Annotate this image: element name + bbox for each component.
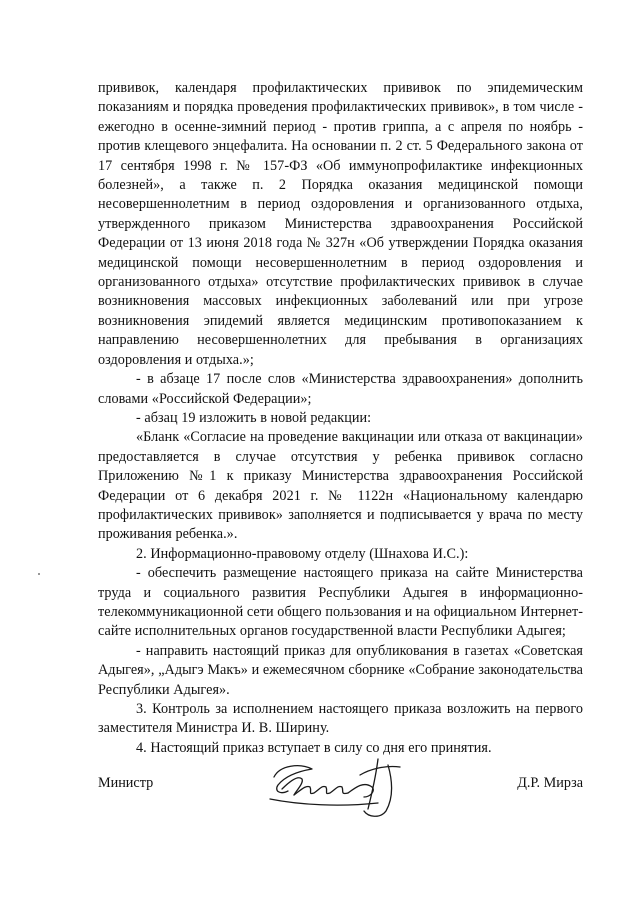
scan-speck (38, 573, 40, 575)
paragraph-amendment-17: - в абзаце 17 после слов «Министерства здравоохранения» дополнить словами «Российской Федерации»; (98, 371, 583, 407)
paragraph-blank-consent: «Бланк «Согласие на проведение вакцинации или отказа от вакцинации» предоставляется в случае отсутствия у ребенка прививок согласно Приложению №1 к приказу Министерства здравоохранения Российской Федерации от 6 декабря 2021 г. № 1122н «Национальному календарю профилактических прививок» заполняется и подписывается у врача по месту проживания ребенка.». (98, 429, 583, 543)
paragraph-continuation: прививок, календаря профилактических прививок по эпидемическим показаниям и порядка проведения профилактических прививок», в том числе - ежегодно в осенне-зимний период - против гриппа, а с апреля по ноябрь - против клещевого энцефалита. На основании п. 2 ст. 5 Федерального закона от 17 сентября 1998 г. № 157-ФЗ «Об иммунопрофилактике инфекционных болезней», а также п. 2 Порядка оказания медицинской помощи несовершеннолетним в период оздоровления и организованного отдыха, утвержденного приказом Министерства здравоохранения Российской Федерации от 13 июня 2018 года № 327н «Об утверждении Порядка оказания медицинской помощи несовершеннолетним в период оздоровления и организованного отдыха» отсутствие профилактических прививок в случае возникновения массовых инфекционных заболеваний или при угрозе возникновения эпидемий является медицинским противопоказанием к направлению несовершеннолетних для пребывания в организациях оздоровления и отдыха.»; (98, 80, 583, 368)
signatory-name: Д.Р. Мирза (517, 775, 583, 791)
paragraph-item-4: 4. Настоящий приказ вступает в силу со дня его принятия. (136, 739, 492, 756)
handwritten-signature (260, 745, 430, 825)
document-body (98, 79, 583, 758)
paragraph-item-3: 3. Контроль за исполнением настоящего приказа возложить на первого заместителя Министра И. В. Ширину. (98, 701, 583, 737)
paragraph-item-2-publish-site: - обеспечить размещение настоящего приказа на сайте Министерства труда и социального развития Республики Адыгея в информационно-телекоммуникационной сети общего пользования и на официальном Интернет-сайте исполнительных органов государственной власти Республики Адыгея; (98, 565, 583, 640)
paragraph-item-2: 2. Информационно-правовому отделу (Шнахова И.С.): (136, 545, 469, 562)
signatory-position: Министр (98, 775, 154, 791)
paragraph-item-2-publish-press: - направить настоящий приказ для опубликования в газетах «Советская Адыгея», „Адыгэ Макъ» и ежемесячном сборнике «Собрание законодательства Республики Адыгея». (98, 642, 583, 698)
paragraph-amendment-19: - абзац 19 изложить в новой редакции: (136, 409, 372, 426)
